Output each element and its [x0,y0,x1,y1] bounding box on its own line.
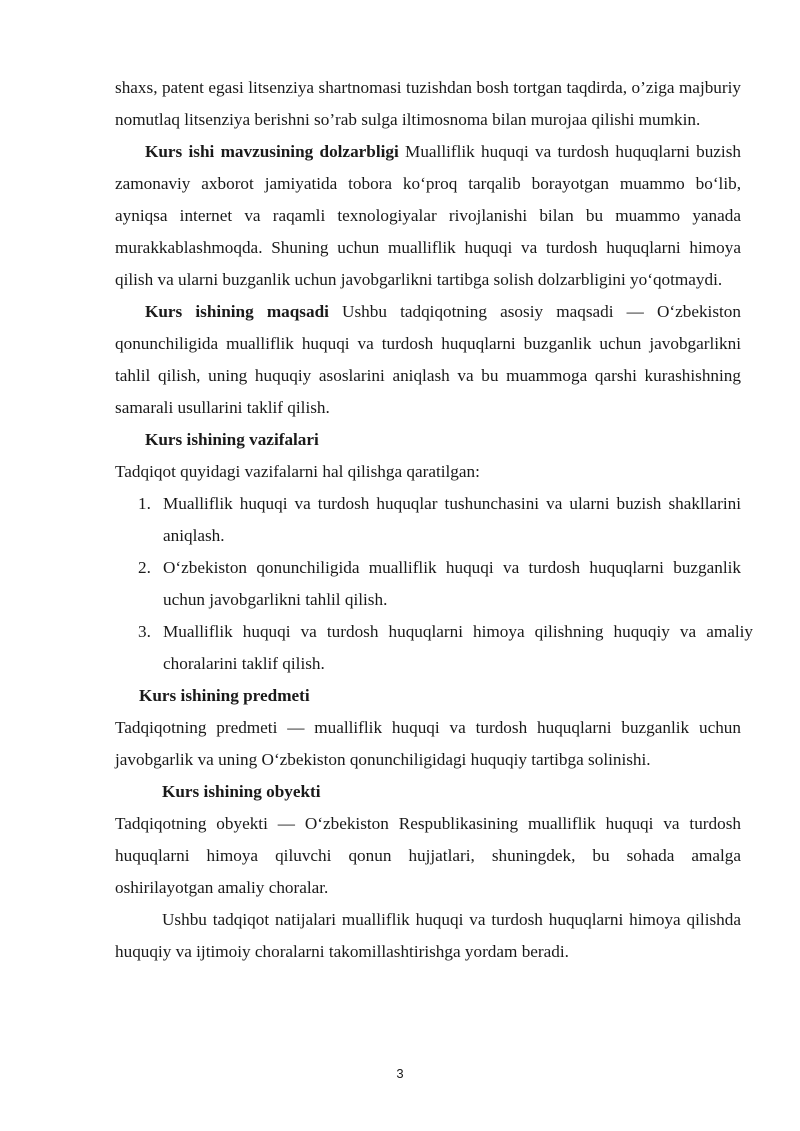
tasks-intro: Tadqiqot quyidagi vazifalarni hal qilishga qaratilgan: [115,462,480,481]
object-heading: Kurs ishining obyekti [162,782,321,801]
page-number: 3 [396,1066,404,1081]
subject-heading: Kurs ishining predmeti [139,686,310,705]
tasks-list [115,488,753,680]
list-item-number: 1. [138,494,151,513]
subject-paragraph: Tadqiqotning predmeti — mualliflik huquqi va turdosh huquqlarni buzganlik uchun javobgarlik va uning Oʻzbekiston qonunchiligidagi huquqiy tartibga solinishi. [115,718,741,769]
list-item [115,616,753,680]
goal-paragraph [115,296,741,424]
list-item [115,488,741,552]
list-item-text: Mualliflik huquqi va turdosh huquqlar tushunchasini va ularni buzish shakllarini aniqlash. [163,494,741,545]
list-item-number: 3. [138,622,151,641]
list-item [115,552,741,616]
relevance-paragraph [115,136,741,296]
relevance-text: Mualliflik huquqi va turdosh huquqlarni buzish zamonaviy axborot jamiyatida tobora koʻproq tarqalib borayotgan muammo boʻlib, ayniqsa internet va raqamli texnologiyalar rivojlanishi bilan bu muammo yanada murakkablashmoqda. Shuning uchun mualliflik huquqi va turdosh huquqlarni himoya qilish va ularni buzganlik uchun javobgarlikni tartibga solish dolzarbligini yoʻqotmaydi. [115,142,741,289]
intro-paragraph: shaxs, patent egasi litsenziya shartnomasi tuzishdan bosh tortgan taqdirda, o’ziga majburiy nomutlaq litsenziya berishni so’rab sulga iltimosnoma bilan murojaa qilishi mumkin. [115,78,741,129]
conclusion-paragraph: Ushbu tadqiqot natijalari mualliflik huquqi va turdosh huquqlarni himoya qilishda huquqiy va ijtimoiy choralarni takomillashtirishga yordam beradi. [115,910,741,961]
goal-label: Kurs ishining maqsadi [145,302,329,321]
list-item-number: 2. [138,558,151,577]
list-item-text: Mualliflik huquqi va turdosh huquqlarni himoya qilishning huquqiy va amaliy choralarini taklif qilish. [163,622,753,673]
goal-text: Ushbu tadqiqotning asosiy maqsadi — Oʻzbekiston qonunchiligida mualliflik huquqi va turdosh huquqlarni buzganlik uchun javobgarlikni tahlil qilish, uning huquqiy asoslarini aniqlash va bu muammoga qarshi kurashishning samarali usullarini taklif qilish. [115,302,741,417]
page-content [115,72,753,968]
object-paragraph: Tadqiqotning obyekti — Oʻzbekiston Respublikasining mualliflik huquqi va turdosh huquqlarni himoya qiluvchi qonun hujjatlari, shuningdek, bu sohada amalga oshirilayotgan amaliy choralar. [115,814,741,897]
list-item-text: Oʻzbekiston qonunchiligida mualliflik huquqi va turdosh huquqlarni buzganlik uchun javobgarlikni tahlil qilish. [163,558,741,609]
relevance-label: Kurs ishi mavzusining dolzarbligi [145,142,399,161]
tasks-heading: Kurs ishining vazifalari [145,430,319,449]
